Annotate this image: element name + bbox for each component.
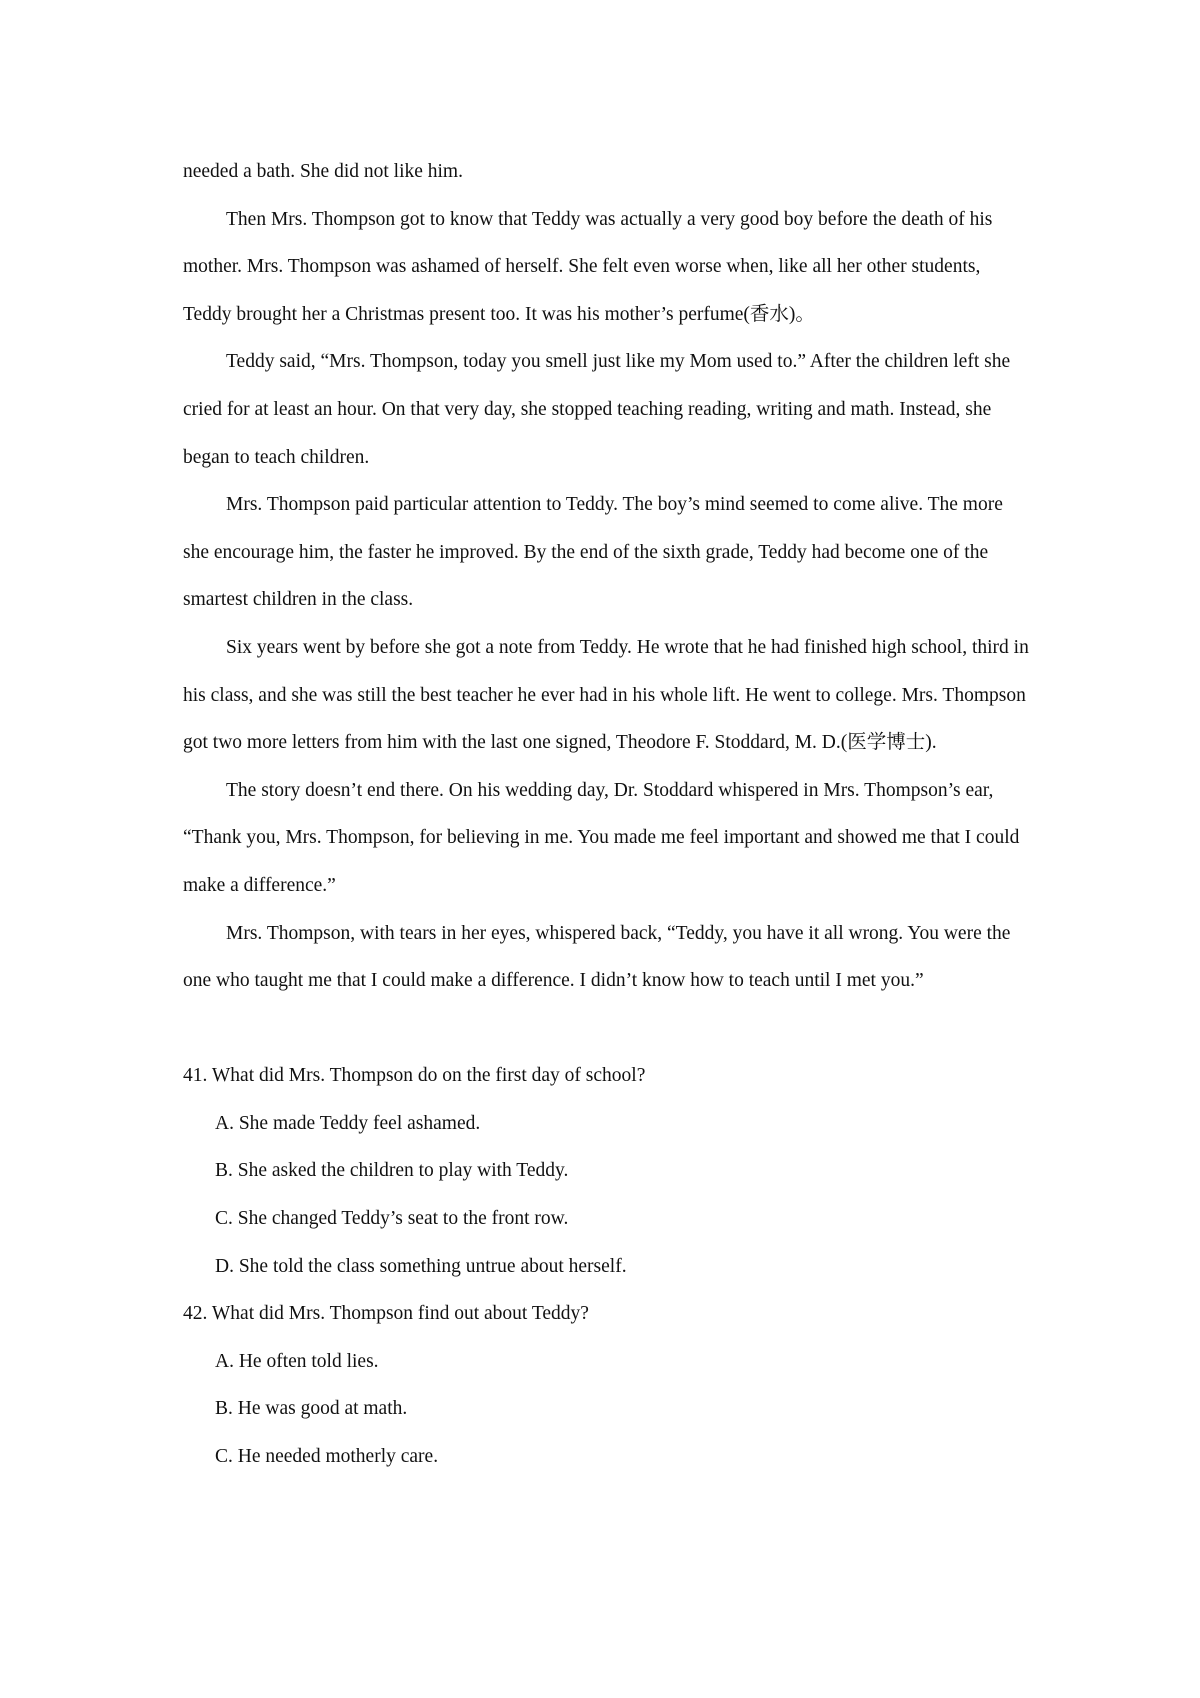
answer-option-d[interactable]: D. She told the class something untrue about herself.: [215, 1255, 627, 1277]
reading-passage: [183, 148, 1033, 1005]
answer-options: [183, 1338, 1033, 1481]
answer-option-a[interactable]: A. He often told lies.: [215, 1350, 379, 1372]
passage-paragraph-4: Mrs. Thompson paid particular attention to Teddy. The boy’s mind seemed to come alive. The more she encourage him, the faster he improved. By the end of the sixth grade, Teddy had become one of the smartest children in the class.: [183, 494, 1003, 611]
answer-option-c[interactable]: C. He needed motherly care.: [215, 1446, 439, 1468]
answer-option-b[interactable]: B. She asked the children to play with Teddy.: [215, 1160, 569, 1182]
answer-options: [183, 1100, 1033, 1290]
answer-option-c[interactable]: C. She changed Teddy’s seat to the front row.: [215, 1208, 569, 1230]
question-42: [183, 1290, 1033, 1480]
passage-paragraph-2: Then Mrs. Thompson got to know that Teddy was actually a very good boy before the death of his mother. Mrs. Thompson was ashamed of herself. She felt even worse when, like all her other students, Teddy brought her a Christmas present too. It was his mother’s perfume(香水)。: [183, 208, 993, 325]
passage-paragraph-3: Teddy said, “Mrs. Thompson, today you smell just like my Mom used to.” After the children left she cried for at least an hour. On that very day, she stopped teaching reading, writing and math. Instead, she began to teach children.: [183, 351, 1011, 468]
passage-paragraph-5: Six years went by before she got a note from Teddy. He wrote that he had finished high school, third in his class, and she was still the best teacher he ever had in his whole lift. He went to college. Mrs. Thompson got two more letters from him with the last one signed, Theodore F. Stoddard, M. D.(医学博士).: [183, 636, 1029, 754]
question-stem: 41. What did Mrs. Thompson do on the first day of school?: [183, 1065, 646, 1087]
document-page: [183, 148, 1033, 1481]
question-41: [183, 1052, 1033, 1290]
question-stem: 42. What did Mrs. Thompson find out about Teddy?: [183, 1303, 589, 1325]
passage-paragraph-6: The story doesn’t end there. On his wedding day, Dr. Stoddard whispered in Mrs. Thompson’s ear, “Thank you, Mrs. Thompson, for believing in me. You made me feel important and showed me that I could make a difference.”: [183, 779, 1020, 896]
passage-paragraph-7: Mrs. Thompson, with tears in her eyes, whispered back, “Teddy, you have it all wrong. You were the one who taught me that I could make a difference. I didn’t know how to teach until I met you.”: [183, 922, 1011, 992]
answer-option-a[interactable]: A. She made Teddy feel ashamed.: [215, 1112, 481, 1134]
section-gap: [183, 1005, 1033, 1053]
answer-option-b[interactable]: B. He was good at math.: [215, 1398, 408, 1420]
passage-paragraph-1: needed a bath. She did not like him.: [183, 161, 463, 182]
